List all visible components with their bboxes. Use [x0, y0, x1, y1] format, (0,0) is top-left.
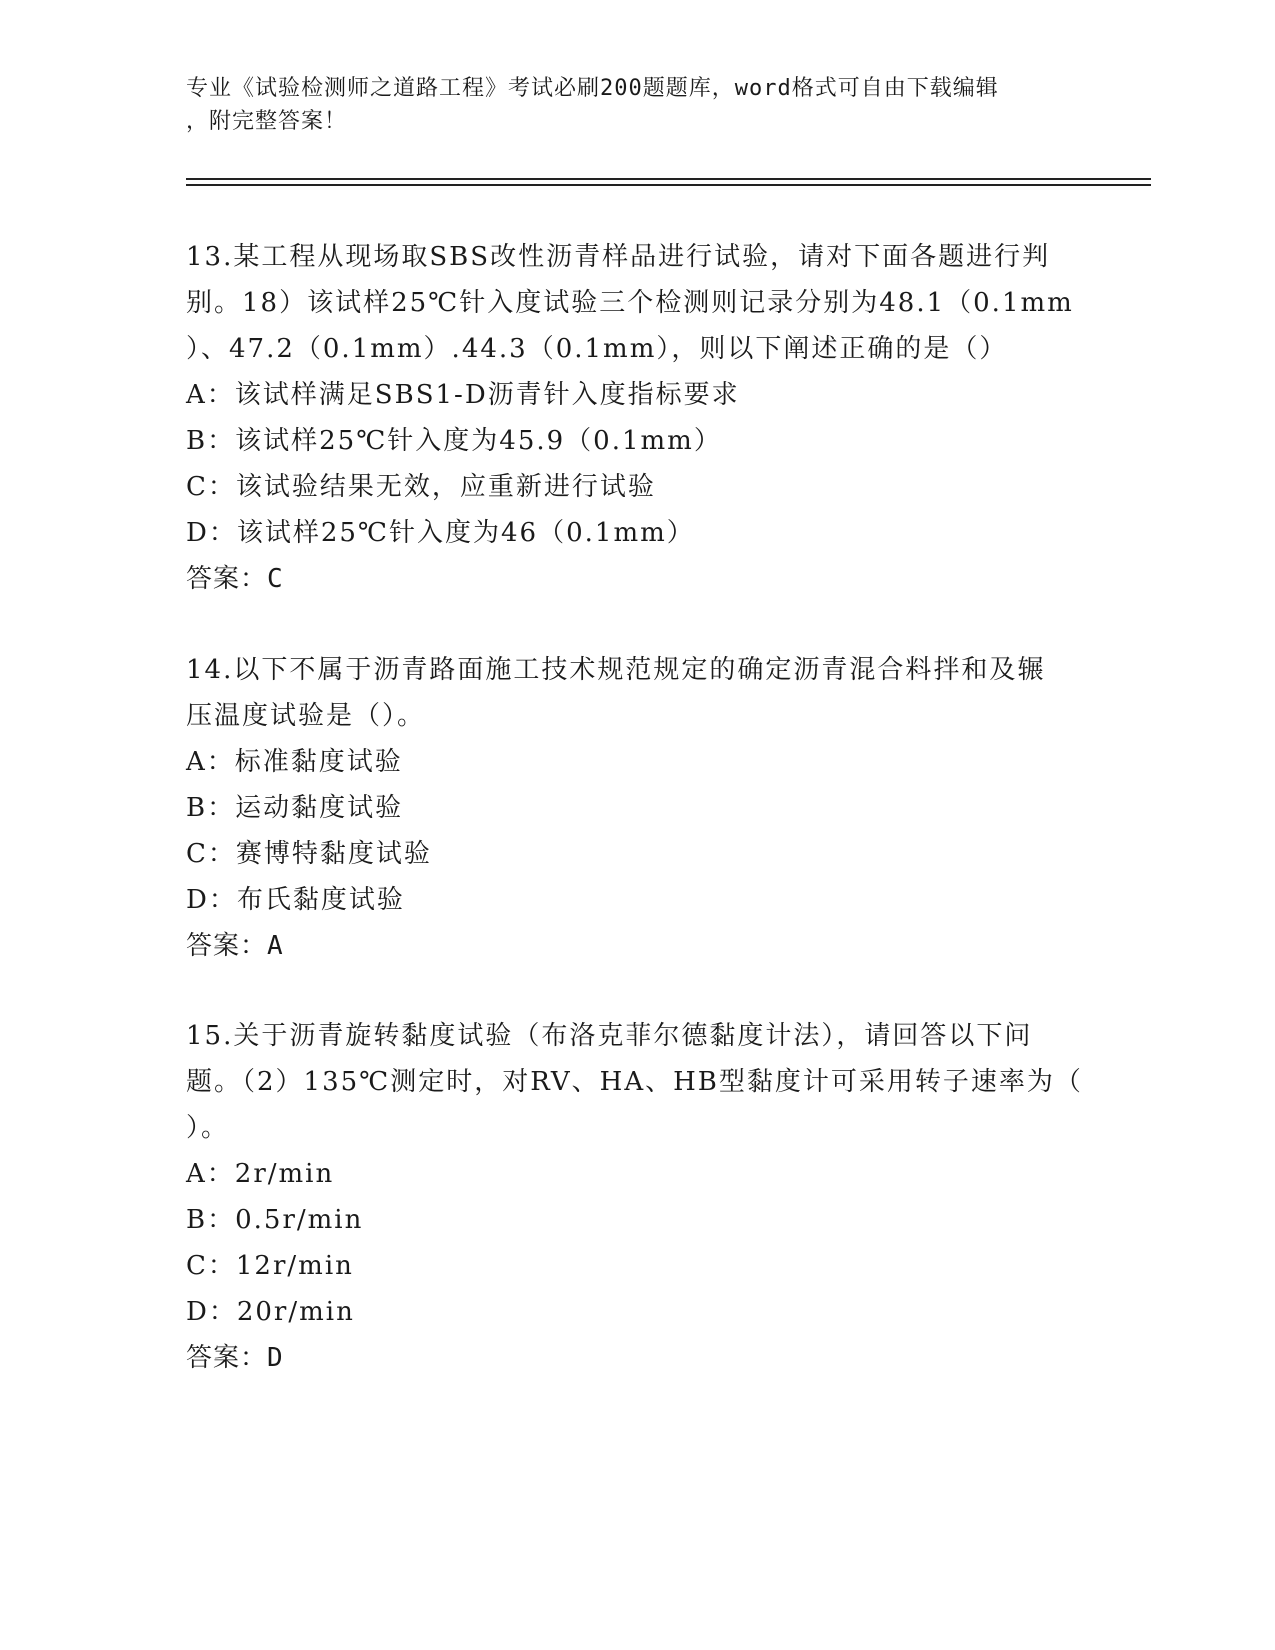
option-a: A：该试样满足SBS1-D沥青针入度指标要求 — [186, 380, 740, 410]
option-b: B：运动黏度试验 — [186, 793, 404, 823]
option-b: B：0.5r/min — [186, 1205, 364, 1235]
question-stem-line: 15.关于沥青旋转黏度试验（布洛克菲尔德黏度计法），请回答以下问 — [186, 1021, 1033, 1051]
option-d: D：20r/min — [186, 1297, 355, 1327]
question-stem-line: 14.以下不属于沥青路面施工技术规范规定的确定沥青混合料拌和及辗 — [186, 655, 1046, 685]
question-stem-line: 别。18）该试样25℃针入度试验三个检测则记录分别为48.1（0.1mm — [186, 288, 1074, 318]
question-13 — [186, 234, 1086, 602]
header-divider-bottom — [186, 184, 1151, 186]
option-a: A：标准黏度试验 — [186, 747, 403, 777]
header-divider-top — [186, 178, 1151, 180]
answer: 答案：A — [186, 931, 284, 961]
document-header — [186, 72, 1086, 138]
option-b: B：该试样25℃针入度为45.9（0.1mm） — [186, 426, 722, 456]
option-d: D：布氏黏度试验 — [186, 885, 405, 915]
answer: 答案：C — [186, 564, 284, 594]
header-line-2: ，附完整答案！ — [186, 109, 348, 134]
question-15 — [186, 1013, 1086, 1381]
question-stem-line: 题。（2）135℃测定时，对RV、HA、HB型黏度计可采用转子速率为（ — [186, 1067, 1083, 1097]
option-a: A：2r/min — [186, 1159, 335, 1189]
option-d: D：该试样25℃针入度为46（0.1mm） — [186, 518, 695, 548]
question-14 — [186, 647, 1086, 969]
answer: 答案：D — [186, 1343, 284, 1373]
option-c: C：赛博特黏度试验 — [186, 839, 432, 869]
option-c: C：12r/min — [186, 1251, 354, 1281]
question-stem-line: ）、47.2（0.1mm）.44.3（0.1mm），则以下阐述正确的是（） — [186, 334, 1008, 364]
question-stem-line: 压温度试验是（）。 — [186, 701, 426, 731]
question-stem-line: 13.某工程从现场取SBS改性沥青样品进行试验，请对下面各题进行判 — [186, 242, 1051, 272]
question-stem-line: ）。 — [186, 1113, 230, 1143]
header-line-1: 专业《试验检测师之道路工程》考试必刷200题题库，word格式可自由下载编辑 — [186, 76, 999, 101]
option-c: C：该试验结果无效，应重新进行试验 — [186, 472, 656, 502]
